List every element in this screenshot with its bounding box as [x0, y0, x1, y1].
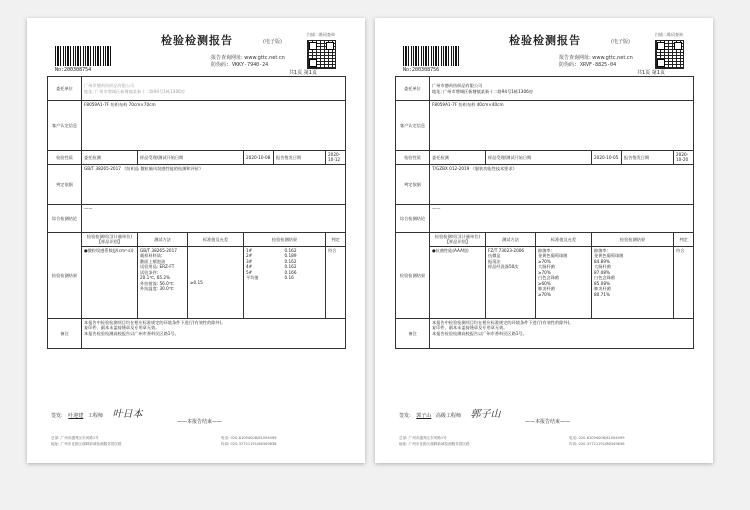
- result-value: 0.16: [284, 275, 294, 281]
- report-table: [47, 76, 346, 349]
- client-name: 广州市德芮纺织品有限公司: [84, 83, 135, 89]
- signer: [51, 405, 143, 420]
- result-sample: 1#: [246, 247, 253, 253]
- signer-title: 高级工程师: [435, 413, 461, 419]
- issue-date: 2020-10-12: [326, 151, 346, 165]
- remark-text: 本报告中检验检测项目均在相应标准规定的环境条件下进行(有效性的除外)。 复印件、副本未盖骑缝章及专用章无效。 本报告检验检测高校报告以广州市香料民区路1号。: [82, 318, 346, 348]
- conclusion-label: 综合检测结论: [396, 204, 430, 232]
- signer-label: 签发:: [399, 413, 411, 419]
- handwritten-signature: 叶日本: [112, 409, 143, 420]
- result-sample: 3#: [246, 258, 253, 264]
- barcode: [55, 46, 113, 66]
- report-site: 报告查询网址: www.gttc.net.cn: [559, 55, 633, 61]
- customer-info-label: 客户认定信息: [48, 101, 82, 151]
- footer-addr: 总部: 广州市越秀区东风路1号: [51, 436, 99, 440]
- row-standard: ≥0.15: [188, 246, 244, 318]
- barcode: [403, 46, 461, 66]
- page-number: 共1页 第1页: [637, 70, 665, 76]
- report-page-2: [375, 18, 713, 463]
- result-value: 0.162: [284, 264, 297, 270]
- result-values: [246, 248, 323, 281]
- conclusion-value: ——: [430, 204, 694, 232]
- receive-date: 2020-10-08: [244, 151, 274, 165]
- results-label: 检验检测结果: [396, 232, 430, 318]
- client-address: 地址: 广州市增城区新塘镇某新十二路94号1栋1306房: [432, 88, 533, 94]
- row-judge: 符合: [326, 246, 346, 318]
- report-title: 检验检测报告: [161, 34, 233, 47]
- result-sample: 大肠杆菌: [594, 264, 611, 270]
- report-title: 检验检测报告: [509, 34, 581, 47]
- inspect-category-label: 检验性质: [48, 151, 82, 165]
- row-item: ●微粒误感系数(J/(cm²·s)): [82, 246, 138, 318]
- conclusion-value: ——: [82, 204, 346, 232]
- col-standard: 标准值及允差: [188, 232, 244, 246]
- basis-value: T/GZBX 012-2019 《服装功能性技术要求》: [430, 164, 694, 204]
- result-value: 0.166: [284, 269, 297, 275]
- col-judge: 判定: [326, 232, 346, 246]
- edition-label: (电子版): [611, 39, 630, 45]
- col-standard: 标准值及允差: [536, 232, 592, 246]
- conclusion-label: 综合检测结论: [48, 204, 82, 232]
- footer-addr: 总部: 广州市越秀区东风路1号: [399, 436, 447, 440]
- edition-label: (电子版): [263, 39, 282, 45]
- report-site: 报告查询网址: www.gttc.net.cn: [211, 55, 285, 61]
- report-table: [395, 76, 694, 349]
- result-value-row: [246, 275, 323, 280]
- row-judge: 符合: [674, 246, 694, 318]
- inspect-category-label: 检验性质: [396, 151, 430, 165]
- basis-label: 判定依据: [48, 164, 82, 204]
- result-sample: 肺炎杆菌: [594, 286, 611, 292]
- report-serial: No:200308754: [55, 67, 92, 73]
- client-info: [430, 77, 694, 101]
- customer-info-value: F8059A1-7F 纺织布料 40cm×40cm: [430, 101, 694, 151]
- col-method: 测试方法: [138, 232, 188, 246]
- issue-date: 2020-10-20: [674, 151, 694, 165]
- row-standard: 抑菌率: 金黄色葡萄球菌 ≥70% 大肠杆菌 ≥70% 白色念珠菌 ≥60% 肺炎杆菌 ≥70%: [536, 246, 592, 318]
- issue-date-label: 报告签发日期: [274, 151, 326, 165]
- result-sample: 抑菌率:: [594, 247, 608, 253]
- customer-info-value: F8059A1-7F 纺织布料 70cm×70cm: [82, 101, 346, 151]
- footer-fax: 传真: 020-37721191/86349838: [221, 442, 277, 446]
- client-label: 委托单位: [396, 77, 430, 101]
- col-item: 检验检测项目(计量单位)【样品识别】: [82, 232, 138, 246]
- row-results: [592, 246, 674, 318]
- report-page-1: [27, 18, 365, 463]
- signer-label: 签发:: [51, 413, 63, 419]
- receive-date-label: 样品受理/测试开始日期: [138, 151, 244, 165]
- result-sample: 80.71%: [594, 291, 610, 297]
- result-sample: 5#: [246, 269, 253, 275]
- handwritten-signature: 郭子山: [470, 409, 501, 420]
- receive-date: 2020-10-05: [592, 151, 622, 165]
- row-item: ●抗菌性能(AAA级): [430, 246, 486, 318]
- result-sample: 2#: [246, 253, 253, 259]
- signer-name: 郭子山: [416, 413, 432, 419]
- row-method: GB/T 38265-2017 载样材料质: 敷面上噴泡油 试验用品: ERZ-FT 试验条件: 20.1℃, 65.2% 外纺射流: 56.0℃ 外纺温度: 30.0℃: [138, 246, 188, 318]
- qr-code-icon[interactable]: [655, 40, 684, 69]
- footer-addr2: 地址: 广州市花都区湖畔新城检测服务园区路: [399, 442, 470, 446]
- receive-date-label: 样品受理/测试开始日期: [486, 151, 592, 165]
- end-text: ——本报告结束——: [525, 419, 571, 425]
- signer: [399, 405, 501, 420]
- inspect-category-value: 委托检测: [430, 151, 486, 165]
- issue-date-label: 报告签发日期: [622, 151, 674, 165]
- row-method: FZ/T 73023-2006 抗微盒 振荡法 样品经洗涤50次: [486, 246, 536, 318]
- result-sample: 白色念珠菌: [594, 275, 615, 281]
- result-sample: 4#: [246, 264, 253, 270]
- result-sample: 金黄色葡萄球菌: [594, 253, 624, 259]
- result-value: [633, 292, 672, 297]
- client-info: [82, 77, 346, 101]
- anti-fake-code: 防伪码: XRVF-8825-04: [559, 62, 617, 68]
- qr-label: 扫描二维码查询: [655, 32, 683, 37]
- end-text: ——本报告结束——: [177, 419, 223, 425]
- signer-name: 叶迎建: [68, 413, 84, 419]
- inspect-category-value: 委托检测: [82, 151, 138, 165]
- row-results: [244, 246, 326, 318]
- footer-tel: 电话: 020-61094008/61094099: [221, 436, 277, 440]
- footer-fax: 传真: 020-37721191/86349838: [569, 442, 625, 446]
- remark-text: 本报告中检验检测项目均在相应标准规定的环境条件下进行(有效性的除外)。 复印件、副本未盖骑缝章及专用章无效。 本报告检验检测高校报告以广州市香料民区路1号。: [430, 318, 694, 348]
- client-label: 委托单位: [48, 77, 82, 101]
- basis-value: GB/T 38265-2017 《纺织品 微粒脑风误感性能的检测和评价》: [82, 164, 346, 204]
- result-sample: 平均值: [246, 275, 259, 281]
- result-sample: 85.08%: [594, 280, 610, 286]
- result-value: 0.162: [284, 247, 297, 253]
- col-result: 检验检测结果: [592, 232, 674, 246]
- remark-label: 备注: [396, 318, 430, 348]
- result-value-row: [594, 292, 671, 297]
- page-number: 共1页 第1页: [289, 70, 317, 76]
- result-values: [594, 248, 671, 297]
- footer-tel: 电话: 020-61094008/61094099: [569, 436, 625, 440]
- remark-label: 备注: [48, 318, 82, 348]
- report-serial: No:200308756: [403, 67, 440, 73]
- anti-fake-code: 防伪码: VKKY-7940-24: [211, 62, 269, 68]
- col-method: 测试方法: [486, 232, 536, 246]
- col-item: 检验检测项目(计量单位)【样品识别】: [430, 232, 486, 246]
- col-result: 检验检测结果: [244, 232, 326, 246]
- result-sample: 87.08%: [594, 269, 610, 275]
- client-name: 广州市德芮纺织品有限公司: [432, 83, 483, 89]
- qr-code-icon[interactable]: [307, 40, 336, 69]
- qr-label: 扫描二维码查询: [307, 32, 335, 37]
- footer-addr2: 地址: 广州市花都区湖畔新城检测服务园区路: [51, 442, 122, 446]
- results-label: 检验检测结果: [48, 232, 82, 318]
- client-address: 地址: 广州市增城区新塘镇某新十二路94号1栋1306房: [84, 88, 185, 94]
- result-sample: 84.89%: [594, 258, 610, 264]
- col-judge: 判定: [674, 232, 694, 246]
- result-value: 0.189: [284, 253, 297, 259]
- result-value: 0.162: [284, 258, 297, 264]
- basis-label: 判定依据: [396, 164, 430, 204]
- signer-title: 工程师: [87, 413, 103, 419]
- customer-info-label: 客户认定信息: [396, 101, 430, 151]
